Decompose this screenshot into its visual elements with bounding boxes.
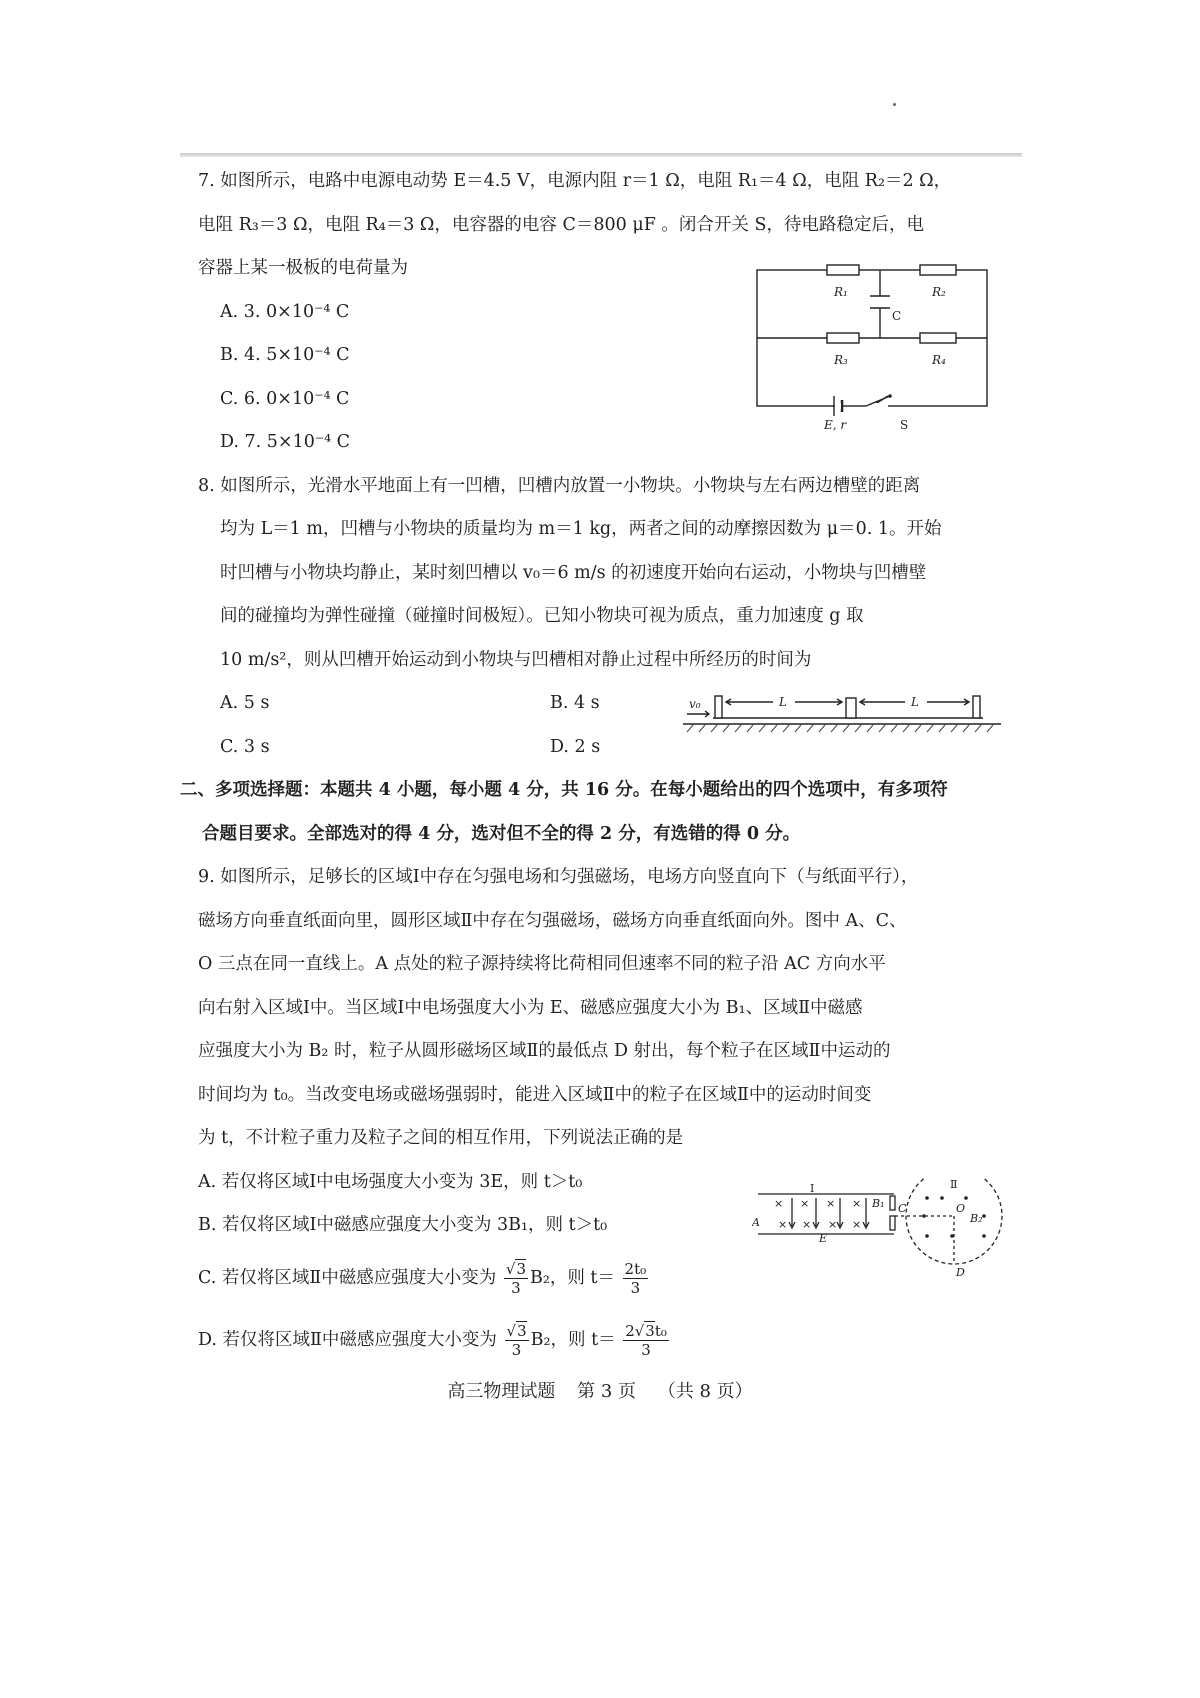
label-r4: R₄ <box>932 353 946 367</box>
question-9 <box>198 856 1018 1372</box>
q9d-coef-fraction: $\frac{√3}{3}$ <box>506 1321 527 1359</box>
q9-line: O 三点在同一直线上。A 点处的粒子源持续将比荷相同但速率不同的粒子沿 AC 方向水平 <box>198 954 886 974</box>
q9d-ans-pre: 2 <box>625 1321 635 1340</box>
svg-text:×: × <box>774 1197 784 1210</box>
page-footer <box>0 1377 1200 1403</box>
section-2-heading <box>180 769 1018 856</box>
footer-page: 第 3 页 <box>577 1381 636 1402</box>
q9c-coef-fraction: $\frac{√3}{3}$ <box>505 1259 526 1297</box>
label-region-2: Ⅱ <box>950 1178 958 1191</box>
q9d-answer-fraction: $\frac{\text{2√3t₀}}{3}$ <box>625 1321 667 1359</box>
q9-field-figure <box>752 1178 1012 1288</box>
q7-option-c[interactable]: C. 6. 0×10⁻⁴ C <box>220 388 350 409</box>
q9-line: 为 t，不计粒子重力及粒子之间的相互作用，下列说法正确的是 <box>198 1128 684 1148</box>
q9c-coef-den: 3 <box>511 1278 521 1297</box>
q9c-ans-num: 2t₀ <box>624 1259 647 1278</box>
q9-option-d[interactable] <box>198 1308 1018 1372</box>
scan-speck <box>893 103 896 106</box>
q8-option-b[interactable]: B. 4 s <box>550 693 600 713</box>
q9-line: 时间均为 t₀。当改变电场或磁场强弱时，能进入区域Ⅱ中的粒子在区域Ⅱ中的运动时间变 <box>198 1084 872 1105</box>
q9c-answer-fraction <box>623 1260 649 1297</box>
q7-line: 7. 如图所示，电路中电源电动势 E＝4.5 V，电源内阻 r＝1 Ω，电阻 R₁＝4 Ω，电阻 R₂＝2 Ω， <box>198 171 952 191</box>
q8-line: 均为 L＝1 m，凹槽与小物块的质量均为 m＝1 kg，两者之间的动摩擦因数为 μ＝0. 1。开始 <box>220 519 942 539</box>
svg-text:×: × <box>852 1218 862 1231</box>
q9d-ans-rad: 3 <box>645 1321 655 1340</box>
q8-line: 10 m/s²，则从凹槽开始运动到小物块与凹槽相对静止过程中所经历的时间为 <box>220 649 812 670</box>
label-r1: R₁ <box>834 285 848 299</box>
svg-text:×: × <box>800 1197 810 1210</box>
svg-text:×: × <box>802 1218 812 1231</box>
label-e: E <box>819 1232 828 1245</box>
q9d-prefix: D. 若仅将区域Ⅱ中磁感应强度大小变为 <box>198 1329 497 1350</box>
q8-line: 间的碰撞均为弹性碰撞（碰撞时间极短）。已知小物块可视为质点，重力加速度 g 取 <box>220 606 864 626</box>
q9-line: 磁场方向垂直纸面向里，圆形区域Ⅱ中存在匀强磁场，磁场方向垂直纸面向外。图中 A、C、 <box>198 910 907 931</box>
q9d-coef-den: 3 <box>511 1340 522 1359</box>
svg-text:×: × <box>826 1197 836 1210</box>
q7-circuit-figure <box>752 262 1002 432</box>
q9-line: 9. 如图所示，足够长的区域Ⅰ中存在匀强电场和匀强磁场，电场方向竖直向下（与纸面平行）， <box>198 867 919 887</box>
q9c-prefix: C. 若仅将区域Ⅱ中磁感应强度大小变为 <box>198 1267 497 1288</box>
footer-total: （共 8 页） <box>657 1381 753 1402</box>
label-b1: B₁ <box>872 1197 885 1210</box>
q9-option-b[interactable]: B. 若仅将区域Ⅰ中磁感应强度大小变为 3B₁，则 t＞t₀ <box>198 1215 608 1235</box>
label-r3: R₃ <box>834 353 848 367</box>
label-capacitor: C <box>892 309 902 323</box>
q8-line: 时凹槽与小物块均静止，某时刻凹槽以 v₀＝6 m/s 的初速度开始向右运动，小物块与凹槽壁 <box>220 562 927 583</box>
header-rule <box>180 153 1022 157</box>
q9d-ans-post: t₀ <box>654 1321 667 1340</box>
svg-text:×: × <box>852 1197 862 1210</box>
label-r2: R₂ <box>932 285 946 299</box>
label-v0: v₀ <box>689 697 701 711</box>
label-l-left: L <box>779 695 787 709</box>
q8-groove-figure <box>683 688 1003 738</box>
q9c-coef-num: 3 <box>516 1259 526 1278</box>
section-2-line: 二、多项选择题：本题共 4 小题，每小题 4 分，共 16 分。在每小题给出的四个选项中，有多项符 <box>180 780 948 800</box>
label-d: D <box>956 1266 965 1279</box>
label-a: A <box>752 1216 760 1229</box>
q9-line: 应强度大小为 B₂ 时，粒子从圆形磁场区域Ⅱ的最低点 D 射出，每个粒子在区域Ⅱ中运动的 <box>198 1041 891 1061</box>
label-o: O <box>956 1202 966 1215</box>
label-b2: B₂ <box>970 1212 983 1225</box>
q9c-var: B₂，则 t＝ <box>529 1267 615 1288</box>
label-source: E, r <box>824 418 847 432</box>
label-region-1: Ⅰ <box>810 1182 815 1195</box>
q7-option-b[interactable]: B. 4. 5×10⁻⁴ C <box>220 345 350 365</box>
q9d-var: B₂，则 t＝ <box>530 1329 616 1350</box>
q8-option-d[interactable]: D. 2 s <box>550 736 601 757</box>
q9-line: 向右射入区域Ⅰ中。当区域Ⅰ中电场强度大小为 E、磁感应强度大小为 B₁、区域Ⅱ中磁感 <box>198 997 863 1018</box>
label-l-right: L <box>911 695 919 709</box>
q9c-ans-den: 3 <box>630 1278 641 1297</box>
svg-text:×: × <box>828 1218 838 1231</box>
q8-option-c[interactable]: C. 3 s <box>220 736 270 757</box>
q7-line: 电阻 R₃＝3 Ω，电阻 R₄＝3 Ω，电容器的电容 C＝800 μF 。闭合开关 S，待电路稳定后，电 <box>198 214 924 235</box>
q9d-coef-num: 3 <box>517 1321 527 1340</box>
q8-option-a[interactable]: A. 5 s <box>220 693 270 713</box>
q8-line: 8. 如图所示，光滑水平地面上有一凹槽，凹槽内放置一小物块。小物块与左右两边槽壁的距离 <box>198 475 921 496</box>
q7-line: 容器上某一极板的电荷量为 <box>198 258 408 278</box>
svg-text:×: × <box>778 1218 788 1231</box>
q7-option-a[interactable]: A. 3. 0×10⁻⁴ C <box>220 301 350 322</box>
q9d-ans-den: 3 <box>641 1340 651 1359</box>
q9-option-a[interactable]: A. 若仅将区域Ⅰ中电场强度大小变为 3E，则 t＞t₀ <box>198 1171 583 1192</box>
label-switch: S <box>900 418 909 432</box>
label-c: C <box>898 1202 907 1215</box>
footer-title: 高三物理试题 <box>447 1381 556 1402</box>
section-2-line: 合题目要求。全部选对的得 4 分，选对但不全的得 2 分，有选错的得 0 分。 <box>202 823 801 844</box>
q7-option-d[interactable]: D. 7. 5×10⁻⁴ C <box>220 432 351 452</box>
